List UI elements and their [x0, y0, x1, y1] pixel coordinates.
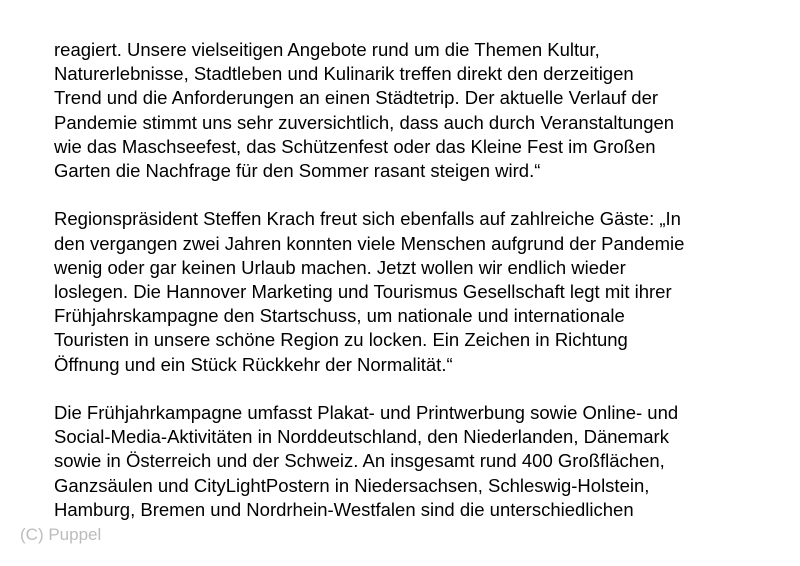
- text-line: loslegen. Die Hannover Marketing und Tourismus Gesellschaft legt mit ihrer: [54, 281, 672, 303]
- text-line: Frühjahrskampagne den Startschuss, um nationale und internationale: [54, 305, 625, 327]
- text-line: Naturerlebnisse, Stadtleben und Kulinarik treffen direkt den derzeitigen: [54, 63, 634, 85]
- text-line: wie das Maschseefest, das Schützenfest oder das Kleine Fest im Großen: [54, 135, 656, 157]
- text-line: Social-Media-Aktivitäten in Norddeutschland, den Niederlanden, Dänemark: [54, 426, 669, 448]
- paragraph-spacer: [54, 377, 774, 401]
- text-line: Trend und die Anforderungen an einen Städtetrip. Der aktuelle Verlauf der: [54, 87, 659, 109]
- text-line: reagiert. Unsere vielseitigen Angebote rund um die Themen Kultur,: [54, 39, 600, 60]
- text-line: den vergangen zwei Jahren konnten viele Menschen aufgrund der Pandemie: [54, 232, 685, 254]
- paragraph-3: [54, 401, 774, 522]
- copyright-watermark: (C) Puppel: [20, 525, 102, 544]
- text-line: Regionspräsident Steffen Krach freut sich ebenfalls auf zahlreiche Gäste: „In: [54, 208, 681, 230]
- paragraph-2: [54, 207, 774, 376]
- document-body: [54, 38, 774, 522]
- text-line: sowie in Österreich und der Schweiz. An insgesamt rund 400 Großflächen,: [54, 450, 665, 472]
- paragraph-spacer: [54, 183, 774, 207]
- text-line: Öffnung und ein Stück Rückkehr der Normalität.“: [54, 353, 453, 375]
- text-line: wenig oder gar keinen Urlaub machen. Jetzt wollen wir endlich wieder: [54, 256, 626, 278]
- text-line: Garten die Nachfrage für den Sommer rasant steigen wird.“: [54, 160, 541, 182]
- text-line: Pandemie stimmt uns sehr zuversichtlich, dass auch durch Veranstaltungen: [54, 111, 675, 133]
- text-line: Hamburg, Bremen und Nordrhein-Westfalen sind die unterschiedlichen: [54, 498, 634, 520]
- text-line: Touristen in unsere schöne Region zu locken. Ein Zeichen in Richtung: [54, 329, 628, 351]
- text-line: Die Frühjahrkampagne umfasst Plakat- und Printwerbung sowie Online- und: [54, 402, 679, 424]
- text-line: Ganzsäulen und CityLightPostern in Niedersachsen, Schleswig-Holstein,: [54, 474, 650, 496]
- paragraph-1: [54, 38, 774, 183]
